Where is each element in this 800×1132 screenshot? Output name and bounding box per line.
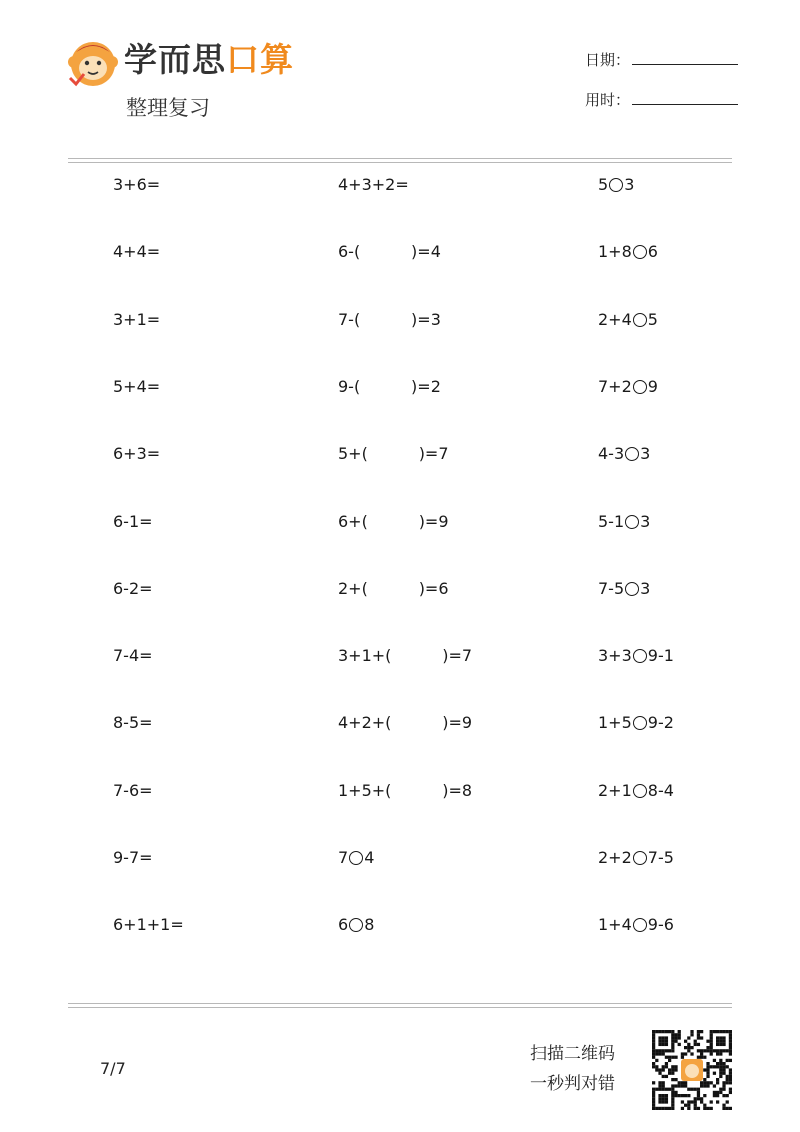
problem-item: 5+4=: [113, 377, 161, 396]
compare-circle: [625, 447, 639, 461]
date-field: 日期：: [585, 50, 738, 70]
problem-item: 5+( )=7: [338, 444, 449, 463]
scan-prompt-line2: 一秒判对错: [530, 1074, 615, 1094]
problem-item: 1+8 6: [598, 242, 658, 261]
problem-row: [0, 439, 800, 469]
problem-row: [0, 372, 800, 402]
page-number: 7/7: [100, 1059, 126, 1078]
problem-item: 5-1 3: [598, 512, 651, 531]
scan-prompt-line1: 扫描二维码: [530, 1044, 615, 1064]
problem-row: [0, 574, 800, 604]
monkey-mascot-icon: [66, 36, 120, 90]
problem-item: 3+1=: [113, 310, 161, 329]
problem-item: 9-( )=2: [338, 377, 441, 396]
compare-circle: [633, 918, 647, 932]
compare-circle: [349, 851, 363, 865]
problem-item: 6+( )=9: [338, 512, 449, 531]
problem-item: 3+1+( )=7: [338, 646, 473, 665]
problem-row: [0, 170, 800, 200]
problem-item: 7-( )=3: [338, 310, 441, 329]
problem-item: 6-( )=4: [338, 242, 441, 261]
problem-row: [0, 305, 800, 335]
problem-item: 6+3=: [113, 444, 161, 463]
qr-code-icon[interactable]: [652, 1030, 732, 1110]
problem-row: [0, 507, 800, 537]
header-divider: [68, 158, 732, 163]
problem-row: [0, 843, 800, 873]
problem-item: 4-3 3: [598, 444, 651, 463]
problem-item: 4+3+2=: [338, 175, 409, 194]
brand-title: 学而思口算: [124, 40, 294, 79]
compare-circle: [633, 313, 647, 327]
compare-circle: [633, 649, 647, 663]
problem-item: 1+5 9-2: [598, 713, 674, 732]
compare-circle: [633, 380, 647, 394]
time-blank: [632, 90, 738, 105]
time-field: 用时：: [585, 90, 738, 110]
problem-item: 7-6=: [113, 781, 153, 800]
problem-item: 2+4 5: [598, 310, 658, 329]
worksheet-subtitle: 整理复习: [126, 96, 210, 120]
compare-circle: [625, 582, 639, 596]
problem-row: [0, 776, 800, 806]
problem-item: 3+3 9-1: [598, 646, 674, 665]
compare-circle: [633, 784, 647, 798]
worksheet-header: [0, 0, 800, 160]
problem-item: 7-4=: [113, 646, 153, 665]
problem-item: 4+4=: [113, 242, 161, 261]
compare-circle: [633, 851, 647, 865]
date-blank: [632, 50, 738, 65]
brand-accent: 口算: [226, 40, 294, 79]
problem-item: 4+2+( )=9: [338, 713, 473, 732]
compare-circle: [625, 515, 639, 529]
problem-item: 2+2 7-5: [598, 848, 674, 867]
problem-item: 2+( )=6: [338, 579, 449, 598]
problem-item: 8-5=: [113, 713, 153, 732]
problem-item: 9-7=: [113, 848, 153, 867]
problem-item: 5 3: [598, 175, 635, 194]
problem-item: 7+2 9: [598, 377, 658, 396]
problem-item: 1+5+( )=8: [338, 781, 473, 800]
problem-row: [0, 708, 800, 738]
compare-circle: [633, 716, 647, 730]
compare-circle: [349, 918, 363, 932]
problem-item: 6+1+1=: [113, 915, 184, 934]
compare-circle: [633, 245, 647, 259]
problem-item: 1+4 9-6: [598, 915, 674, 934]
footer-divider: [68, 1003, 732, 1008]
problem-row: [0, 641, 800, 671]
problem-item: 2+1 8-4: [598, 781, 674, 800]
problem-item: 6-2=: [113, 579, 153, 598]
problem-item: 3+6=: [113, 175, 161, 194]
problem-item: 6-1=: [113, 512, 153, 531]
problem-row: [0, 910, 800, 940]
problem-row: [0, 237, 800, 267]
compare-circle: [609, 178, 623, 192]
problem-item: 7-5 3: [598, 579, 651, 598]
problem-item: 7 4: [338, 848, 375, 867]
problem-item: 6 8: [338, 915, 375, 934]
